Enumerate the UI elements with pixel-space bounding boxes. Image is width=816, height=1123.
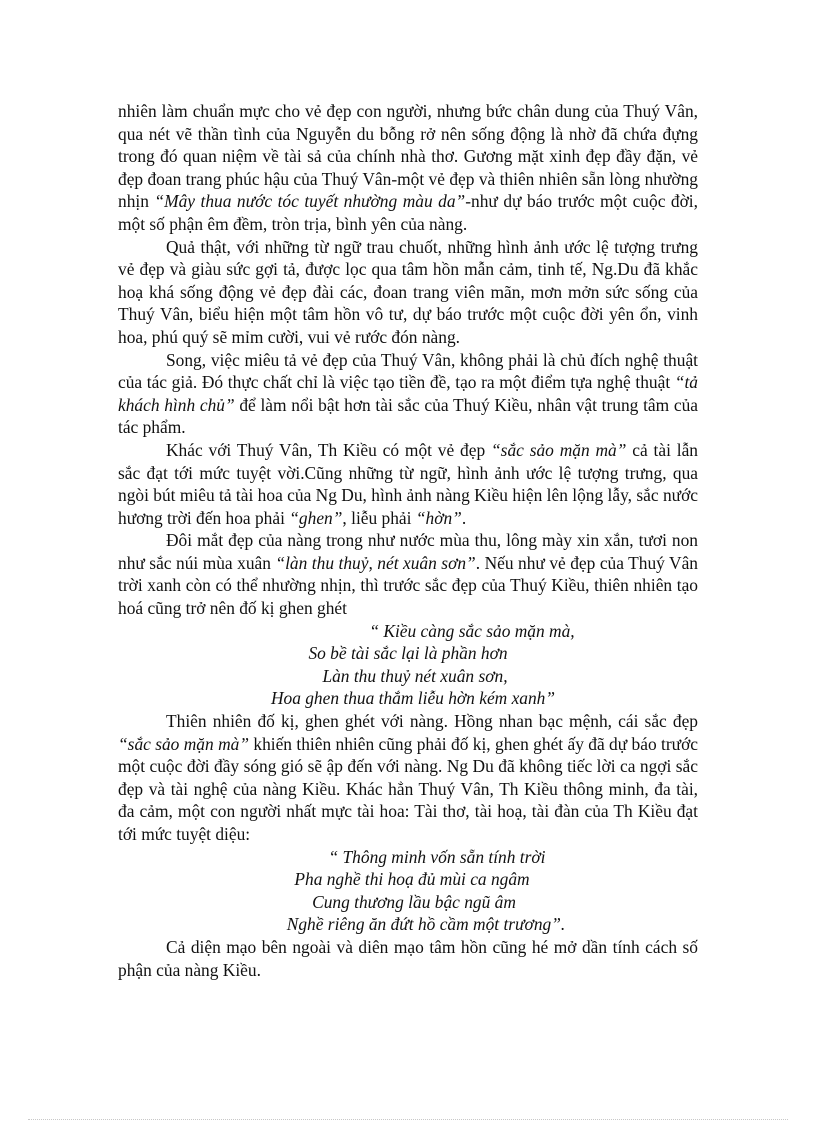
verse-1-line-1: “ Kiều càng sắc sảo mặn mà, — [369, 620, 575, 641]
paragraph-6-quote: “sắc sảo mặn mà” — [118, 733, 249, 754]
paragraph-3-text-a: Song, việc miêu tả vẻ đẹp của Thuý Vân, không phải là chủ đích nghệ thuật của tác giả. Đó thực chất chỉ là việc tạo tiền đề, tạo ra một điểm tựa nghệ thuật — [118, 349, 698, 393]
paragraph-6-text-b: khiến thiên nhiên cũng phải đố kị, ghen ghét ấy đã dự báo trước một cuộc đời đầy sóng gió sẽ ập đến với nàng. Ng Du đã không tiếc lời ca ngợi sắc đẹp và tài nghệ của nàng Kiều. Khác hẳn Thuý Vân, Th Kiều thông minh, đa tài, đa cảm, một con người nhất mực tài hoa: Tài thơ, tài hoạ, tài đàn của Th Kiều đạt tới mức tuyệt diệu: — [118, 733, 698, 844]
verse-1-line-4: Hoa ghen thua thắm liễu hờn kém xanh” — [270, 688, 556, 709]
paragraph-4-text-c: , liễu phải — [342, 507, 416, 528]
verse-2-line-2: Pha nghề thi hoạ đủ mùi ca ngâm — [294, 869, 530, 890]
verse-block-1 — [118, 620, 698, 710]
verse-1-line-2: So bề tài sắc lại là phần hơn — [308, 643, 508, 664]
verse-2-line-3: Cung thương lầu bậc ngũ âm — [312, 891, 516, 912]
page-bottom-divider — [28, 1119, 788, 1120]
paragraph-4 — [118, 439, 698, 529]
paragraph-1-text-b: -như dự báo trước một cuộc đời, một số phận êm đềm, tròn trịa, bình yên của nàng. — [118, 191, 698, 234]
paragraph-5-text-a: Đôi mắt đẹp của nàng trong như nước mùa thu, lông mày xin xắn, tươi non như sắc núi mùa xuân — [118, 530, 698, 573]
verse-block-2 — [118, 846, 698, 936]
paragraph-4-quote-2: “ghen” — [289, 507, 343, 528]
paragraph-4-text-d: . — [461, 507, 467, 528]
paragraph-6-text-a: Thiên nhiên đố kị, ghen ghét với nàng. Hồng nhan bạc mệnh, cái sắc đẹp — [166, 711, 698, 732]
paragraph-7: Cả diện mạo bên ngoài và diên mạo tâm hồn cũng hé mở dần tính cách số phận của nàng Kiều. — [118, 936, 698, 980]
paragraph-1-text-a: nhiên làm chuẩn mực cho vẻ đẹp con người, nhưng bức chân dung của Thuý Vân, qua nét vẽ thần tình của Nguyễn du bỗng rở nên sống động là nhờ đã chứa đựng trong đó quan niệm về tài sả của chính nhà thơ. Gương mặt xinh đẹp đầy đặn, vẻ đẹp đoan trang phúc hậu của Thuý Vân-một vẻ đẹp và thiên nhiên sẵn lòng nhường nhịn — [118, 101, 698, 212]
paragraph-2: Quả thật, với những từ ngữ trau chuốt, những hình ảnh ước lệ tượng trưng vẻ đẹp và giàu sức gợi tả, được lọc qua tâm hồn mẫn cảm, tinh tế, Ng.Du đã khắc hoạ khá sống động vẻ đẹp đài các, đoan trang viên mãn, mơn mởn sức sống của Thuý Vân, biểu hiện một tâm hồn vô tư, dự báo trước một cuộc đời yên ổn, vinh hoa, phú quý sẽ mỉm cười, vui vẻ rước đón nàng. — [118, 236, 698, 347]
paragraph-5-text-b: . Nếu như vẻ đẹp của Thuý Vân trời xanh còn có thể nhường nhịn, thì trước sắc đẹp của Thuý Kiều, thiên nhiên tạo hoá cũng trở nên đố kị ghen ghét — [118, 552, 698, 619]
paragraph-1 — [118, 100, 698, 236]
paragraph-5-quote: “làn thu thuỷ, nét xuân sơn” — [275, 552, 476, 573]
document-page — [118, 100, 698, 981]
verse-2-line-4: Nghề riêng ăn đứt hồ cầm một trương”. — [286, 914, 566, 935]
verse-1-line-3: Làn thu thuỷ nét xuân sơn, — [322, 665, 508, 686]
paragraph-4-quote-1: “sắc sảo mặn mà” — [491, 439, 627, 460]
paragraph-3-text-b: để làm nổi bật hơn tài sắc của Thuý Kiều, nhân vật trung tâm của tác phẩm. — [118, 394, 699, 438]
paragraph-4-text-a: Khác với Thuý Vân, Th Kiều có một vẻ đẹp — [166, 439, 492, 460]
paragraph-3-quote: “tả khách hình chủ” — [118, 372, 698, 415]
paragraph-4-quote-3: “hờn” — [415, 507, 462, 528]
paragraph-1-quote: “Mây thua nước tóc tuyết nhường màu da” — [154, 191, 466, 212]
paragraph-5 — [118, 529, 698, 619]
paragraph-4-text-b: cả tài lẫn sắc đạt tới mức tuyệt vời.Cũng những từ ngữ, hình ảnh ước lệ tượng trưng, qua ngòi bút miêu tả tài hoa của Ng Du, hình ảnh nàng Kiều hiện lên lộng lẫy, sắc nước hương trời đến hoa phải — [118, 439, 699, 528]
verse-2-line-1: “ Thông minh vốn sẵn tính trời — [328, 846, 546, 867]
paragraph-3 — [118, 349, 698, 439]
paragraph-6 — [118, 710, 698, 846]
